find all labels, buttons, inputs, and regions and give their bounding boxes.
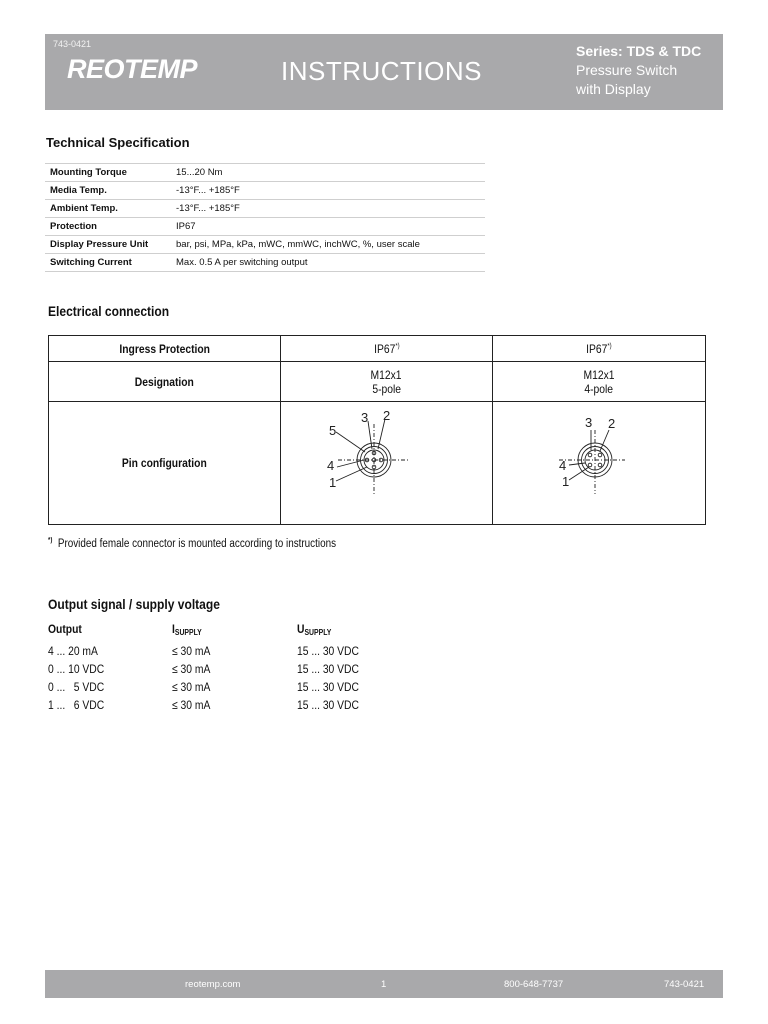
header-doc-code: 743-0421	[53, 39, 92, 49]
pin-label: 4	[559, 458, 567, 473]
col-usupply-header	[297, 622, 331, 637]
series-block	[576, 42, 701, 99]
connector-5pole-diagram	[326, 408, 446, 518]
spec-value: Max. 0.5 A per switching output	[171, 254, 485, 272]
pin-label: 1	[562, 474, 570, 489]
table-row	[48, 662, 448, 680]
footer-page-number: 1	[381, 979, 387, 990]
footer-doc-code: 743-0421	[664, 979, 705, 990]
designation-5pole	[280, 362, 493, 402]
footnote-text: Provided female connector is mounted according to instructions	[57, 537, 337, 550]
table-row	[45, 164, 485, 182]
isupply-symbol: I	[172, 622, 175, 636]
spec-value: -13°F... +185°F	[171, 182, 485, 200]
col-output-header: Output	[48, 622, 82, 636]
footer-phone: 800-648-7737	[504, 979, 564, 990]
table-row	[48, 680, 448, 698]
footnote-mark: *)	[607, 342, 612, 350]
table-row	[48, 698, 448, 716]
col-isupply-header	[172, 622, 202, 637]
ingress-protection-text: Ingress Protection	[118, 341, 210, 356]
spec-key: Ambient Temp.	[45, 200, 171, 218]
table-row	[48, 644, 448, 662]
isupply-value: ≤ 30 mA	[172, 680, 211, 694]
ingress-protection-label	[49, 336, 281, 362]
ip-value: IP67	[373, 341, 395, 356]
doc-type-title: INSTRUCTIONS	[281, 56, 482, 86]
tech-spec-table	[45, 163, 485, 272]
footnote-mark: *)	[394, 342, 400, 350]
pin-configuration-text: Pin configuration	[121, 456, 207, 470]
pin-label: 3	[361, 410, 369, 425]
ingress-value-4pole	[493, 336, 706, 362]
spec-key: Mounting Torque	[45, 164, 171, 182]
tech-spec-title: Technical Specification	[46, 135, 190, 150]
ingress-value-5pole	[280, 336, 493, 362]
table-row	[45, 182, 485, 200]
designation-line: M12x1	[370, 367, 402, 382]
usupply-value: 15 ... 30 VDC	[297, 698, 359, 712]
spec-value: IP67	[171, 218, 485, 236]
spec-key: Switching Current	[45, 254, 171, 272]
series-label: Series: TDS & TDC	[576, 43, 702, 59]
usupply-value: 15 ... 30 VDC	[297, 662, 359, 676]
usupply-symbol: U	[297, 622, 305, 636]
connector-4pole-diagram	[539, 408, 659, 518]
pin-label: 2	[383, 408, 391, 423]
output-value: 0 ... 10 VDC	[48, 662, 105, 676]
table-row	[45, 236, 485, 254]
table-row	[45, 200, 485, 218]
output-signal-table	[48, 622, 448, 716]
isupply-subscript: SUPPLY	[174, 628, 202, 637]
footer-bar	[45, 970, 723, 998]
designation-text: Designation	[134, 374, 194, 389]
output-value: 1 ... 6 VDC	[48, 698, 105, 712]
reotemp-logo: REOTEMP	[67, 54, 198, 84]
pin-label: 2	[608, 416, 616, 431]
usupply-subscript: SUPPLY	[304, 628, 332, 637]
electrical-connection-table	[48, 335, 706, 525]
output-signal-title: Output signal / supply voltage	[48, 596, 220, 612]
output-header-row	[48, 622, 448, 644]
designation-4pole	[493, 362, 706, 402]
spec-value: bar, psi, MPa, kPa, mWC, mmWC, inchWC, %, user scale	[171, 236, 485, 254]
pin-label: 1	[329, 475, 337, 490]
table-row	[45, 254, 485, 272]
ip-value: IP67	[586, 341, 608, 356]
pin-label: 4	[327, 458, 335, 473]
output-value: 0 ... 5 VDC	[48, 680, 105, 694]
table-row	[49, 336, 706, 362]
isupply-value: ≤ 30 mA	[172, 662, 211, 676]
spec-value: 15...20 Nm	[171, 164, 485, 182]
pin-configuration-label	[49, 402, 281, 525]
spec-key: Display Pressure Unit	[45, 236, 171, 254]
designation-line: 5-pole	[372, 381, 401, 396]
usupply-value: 15 ... 30 VDC	[297, 644, 359, 658]
designation-line: M12x1	[583, 367, 615, 382]
spec-key: Media Temp.	[45, 182, 171, 200]
output-value: 4 ... 20 mA	[48, 644, 98, 658]
table-row	[49, 362, 706, 402]
designation-line: 4-pole	[584, 381, 614, 396]
subtitle-line2: with Display	[576, 81, 651, 97]
subtitle-line1: Pressure Switch	[576, 62, 678, 78]
isupply-value: ≤ 30 mA	[172, 698, 211, 712]
footer-url[interactable]: reotemp.com	[185, 979, 241, 990]
pin-label: 5	[329, 423, 337, 438]
designation-label	[49, 362, 281, 402]
pin-diagram-4pole-cell	[493, 402, 706, 525]
electrical-connection-title: Electrical connection	[48, 303, 170, 319]
spec-key: Protection	[45, 218, 171, 236]
usupply-value: 15 ... 30 VDC	[297, 680, 359, 694]
footnote	[48, 537, 336, 550]
footnote-mark: *)	[48, 537, 53, 544]
pin-label: 3	[585, 415, 593, 430]
table-row	[49, 402, 706, 525]
header-bar	[45, 34, 723, 110]
pin-diagram-5pole-cell	[280, 402, 493, 525]
spec-value: -13°F... +185°F	[171, 200, 485, 218]
table-row	[45, 218, 485, 236]
isupply-value: ≤ 30 mA	[172, 644, 211, 658]
